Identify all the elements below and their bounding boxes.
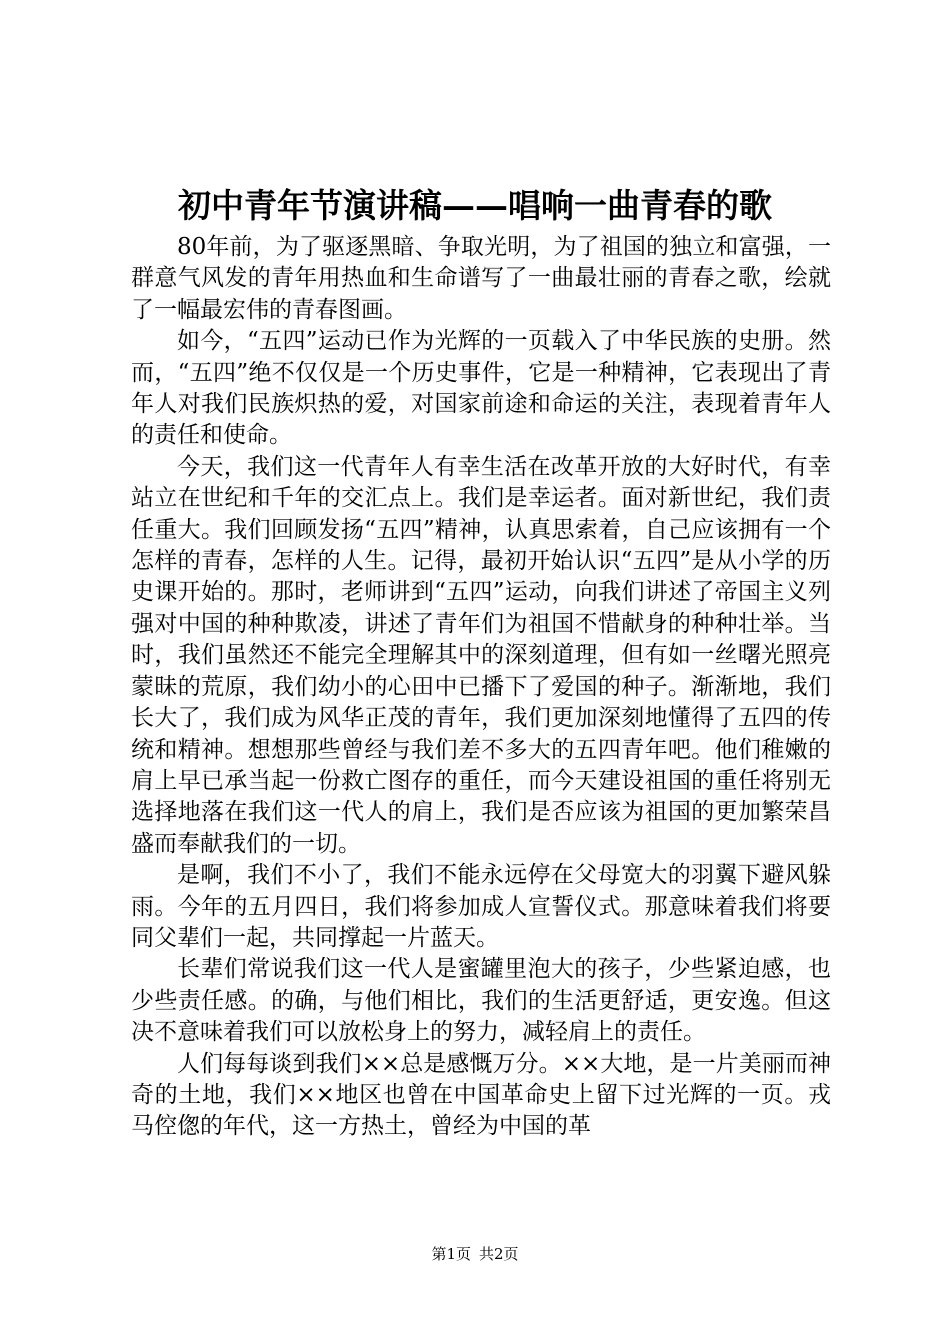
document-title: 初中青年节演讲稿——唱响一曲青春的歌 — [178, 186, 772, 225]
paragraph: 80年前，为了驱逐黑暗、争取光明，为了祖国的独立和富强，一群意气风发的青年用热血和生命谱写了一曲最壮丽的青春之歌，绘就了一幅最宏伟的青春图画。 — [131, 234, 831, 323]
page-count: 共2页 — [479, 1245, 519, 1263]
page-number: 第1页 — [431, 1245, 471, 1263]
paragraph: 是啊，我们不小了，我们不能永远停在父母宽大的羽翼下避风躲雨。今年的五月四日，我们将参加成人宣誓仪式。那意味着我们将要同父辈们一起，共同撑起一片蓝天。 — [131, 862, 831, 951]
paragraph: 今天，我们这一代青年人有幸生活在改革开放的大好时代，有幸站立在世纪和千年的交汇点上。我们是幸运者。面对新世纪，我们责任重大。我们回顾发扬“五四”精神，认真思索着，自己应该拥有一个怎样的青春，怎样的人生。记得，最初开始认识“五四”是从小学的历史课开始的。那时，老师讲到“五四”运动，向我们讲述了帝国主义列强对中国的种种欺凌，讲述了青年们为祖国不惜献身的种种壮举。当时，我们虽然还不能完全理解其中的深刻道理，但有如一丝曙光照亮蒙昧的荒原，我们幼小的心田中已播下了爱国的种子。渐渐地，我们长大了，我们成为风华正茂的青年，我们更加深刻地懂得了五四的传统和精神。想想那些曾经与我们差不多大的五四青年吧。他们稚嫩的肩上早已承当起一份救亡图存的重任，而今天建设祖国的重任将别无选择地落在我们这一代人的肩上，我们是否应该为祖国的更加繁荣昌盛而奉献我们的一切。 — [131, 453, 831, 857]
document-body — [131, 232, 831, 1143]
paragraph: 长辈们常说我们这一代人是蜜罐里泡大的孩子，少些紧迫感，也少些责任感。的确，与他们相比，我们的生活更舒适，更安逸。但这决不意味着我们可以放松身上的努力，减轻肩上的责任。 — [131, 956, 831, 1046]
paragraph: 人们每每谈到我们××总是感慨万分。××大地，是一片美丽而神奇的土地，我们××地区也曾在中国革命史上留下过光辉的一页。戎马倥偬的年代，这一方热土，曾经为中国的革 — [131, 1050, 831, 1140]
paragraph: 如今，“五四”运动已作为光辉的一页载入了中华民族的史册。然而，“五四”绝不仅仅是一个历史事件，它是一种精神，它表现出了青年人对我们民族炽热的爱，对国家前途和命运的关注，表现着青年人的责任和使命。 — [131, 328, 831, 449]
page-footer — [0, 1244, 950, 1264]
